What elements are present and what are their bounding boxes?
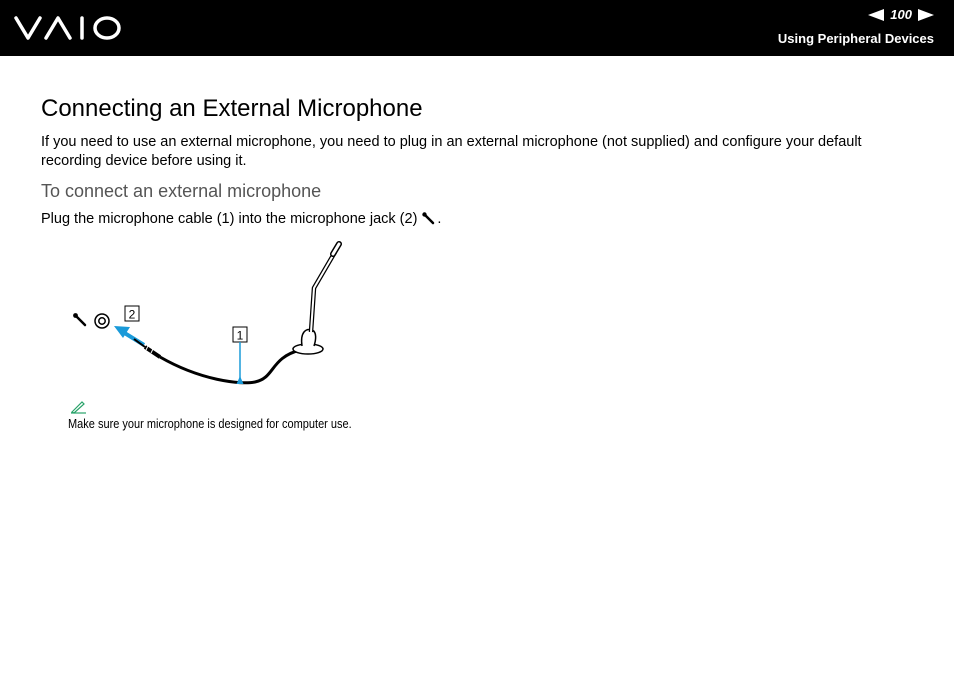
- microphone-connection-figure: [60, 240, 380, 395]
- vaio-logo: [14, 14, 124, 42]
- step-period: .: [437, 211, 442, 227]
- prev-page-arrow[interactable]: [868, 9, 884, 21]
- microphone-icon: [421, 212, 437, 226]
- procedure-heading: To connect an external microphone: [41, 181, 322, 201]
- page-title: Connecting an External Microphone: [41, 95, 423, 122]
- mic-cable: [160, 350, 300, 383]
- page-header: [0, 0, 954, 56]
- intro-paragraph: If you need to use an external microphone, you need to plug in an external microphone (not supplied) and configure your default recording device before using it.: [41, 134, 862, 169]
- callout-1: [233, 327, 247, 384]
- jack-icon: [95, 314, 109, 328]
- callout-1-label: 1: [236, 328, 244, 343]
- step-text: [41, 211, 441, 227]
- step-instruction: Plug the microphone cable (1) into the microphone jack (2): [41, 211, 418, 227]
- page-navigation: [868, 7, 934, 22]
- jack-mic-icon: [73, 313, 85, 325]
- external-microphone: [293, 244, 339, 354]
- next-page-arrow[interactable]: [918, 9, 934, 21]
- note-text: Make sure your microphone is designed for computer use.: [68, 417, 352, 431]
- mic-plug: [134, 339, 160, 357]
- note-pencil-icon: [70, 400, 88, 414]
- section-title: Using Peripheral Devices: [777, 31, 934, 46]
- callout-2: [125, 306, 139, 322]
- page-number: 100: [890, 7, 912, 22]
- callout-2-label: 2: [128, 307, 136, 322]
